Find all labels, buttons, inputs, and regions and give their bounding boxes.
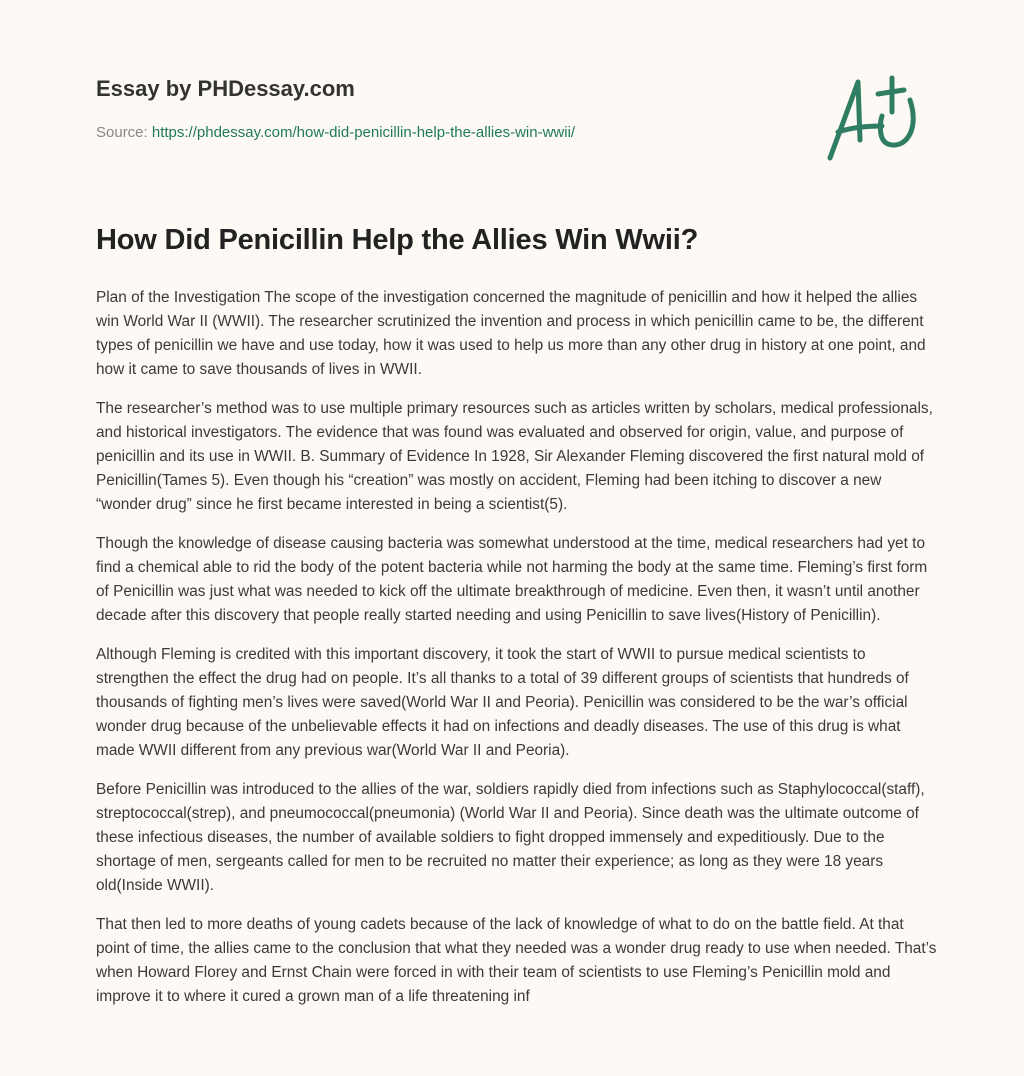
paragraph: Before Penicillin was introduced to the allies of the war, soldiers rapidly died from infections such as Staphylococcal(staff), streptococcal(strep), and pneumococcal(pneumonia) (World War II and Peoria). Since death was the ultimate outcome of these infectious diseases, the number of available soldiers to fight dropped immensely and expeditiously. Due to the shortage of men, sergeants called for men to be recruited no matter their experience; as long as they were 18 years old(Inside WWII). xyxy=(96,781,925,894)
paragraph: Although Fleming is credited with this important discovery, it took the start of WWII to pursue medical scientists to strengthen the effect the drug had on people. It’s all thanks to a total of 39 different groups of scientists that hundreds of thousands of fighting men’s lives were saved(World War II and Peoria). Penicillin was considered to be the war’s official wonder drug because of the unbelievable effects it had on infections and deadly diseases. The use of this drug is what made WWII different from any previous war(World War II and Peoria). xyxy=(96,646,909,759)
source-link[interactable]: https://phdessay.com/how-did-penicillin-help-the-allies-win-wwii/ xyxy=(151,124,576,141)
source-line xyxy=(96,124,575,141)
essay-title: How Did Penicillin Help the Allies Win Wwii? xyxy=(96,224,699,256)
paragraph: Though the knowledge of disease causing bacteria was somewhat understood at the time, medical researchers had yet to find a chemical able to rid the body of the potent bacteria while not harming the body at the same time. Fleming’s first form of Penicillin was just what was needed to kick off the ultimate breakthrough of medicine. Even then, it wasn’t until another decade after this discovery that people really started needing and using Penicillin to save lives(History of Penicillin). xyxy=(96,535,928,624)
essay-body xyxy=(96,286,938,1024)
paragraph: The researcher’s method was to use multiple primary resources such as articles written by scholars, medical professionals, and historical investigators. The evidence that was found was evaluated and observed for origin, value, and purpose of penicillin and its use in WWII. B. Summary of Evidence In 1928, Sir Alexander Fleming discovered the first natural mold of Penicillin(Tames 5). Even though his “creation” was mostly on accident, Fleming had been itching to discover a new “wonder drug” since he first became interested in being a scientist(5). xyxy=(96,400,933,513)
a-plus-logo-icon xyxy=(820,70,930,165)
paragraph: Plan of the Investigation The scope of the investigation concerned the magnitude of penicillin and how it helped the allies win World War II (WWII). The researcher scrutinized the invention and process in which penicillin came to be, the different types of penicillin we have and use today, how it was used to help us more than any other drug in history at one point, and how it came to save thousands of lives in WWII. xyxy=(96,289,926,378)
source-label: Source: xyxy=(96,124,148,141)
site-brand: Essay by PHDessay.com xyxy=(96,76,355,101)
paragraph: That then led to more deaths of young cadets because of the lack of knowledge of what to do on the battle field. At that point of time, the allies came to the conclusion that what they needed was a wonder drug ready to use when needed. That’s when Howard Florey and Ernst Chain were forced in with their team of scientists to use Fleming’s Penicillin mold and improve it to where it cured a grown man of a life threatening inf xyxy=(96,916,937,1005)
